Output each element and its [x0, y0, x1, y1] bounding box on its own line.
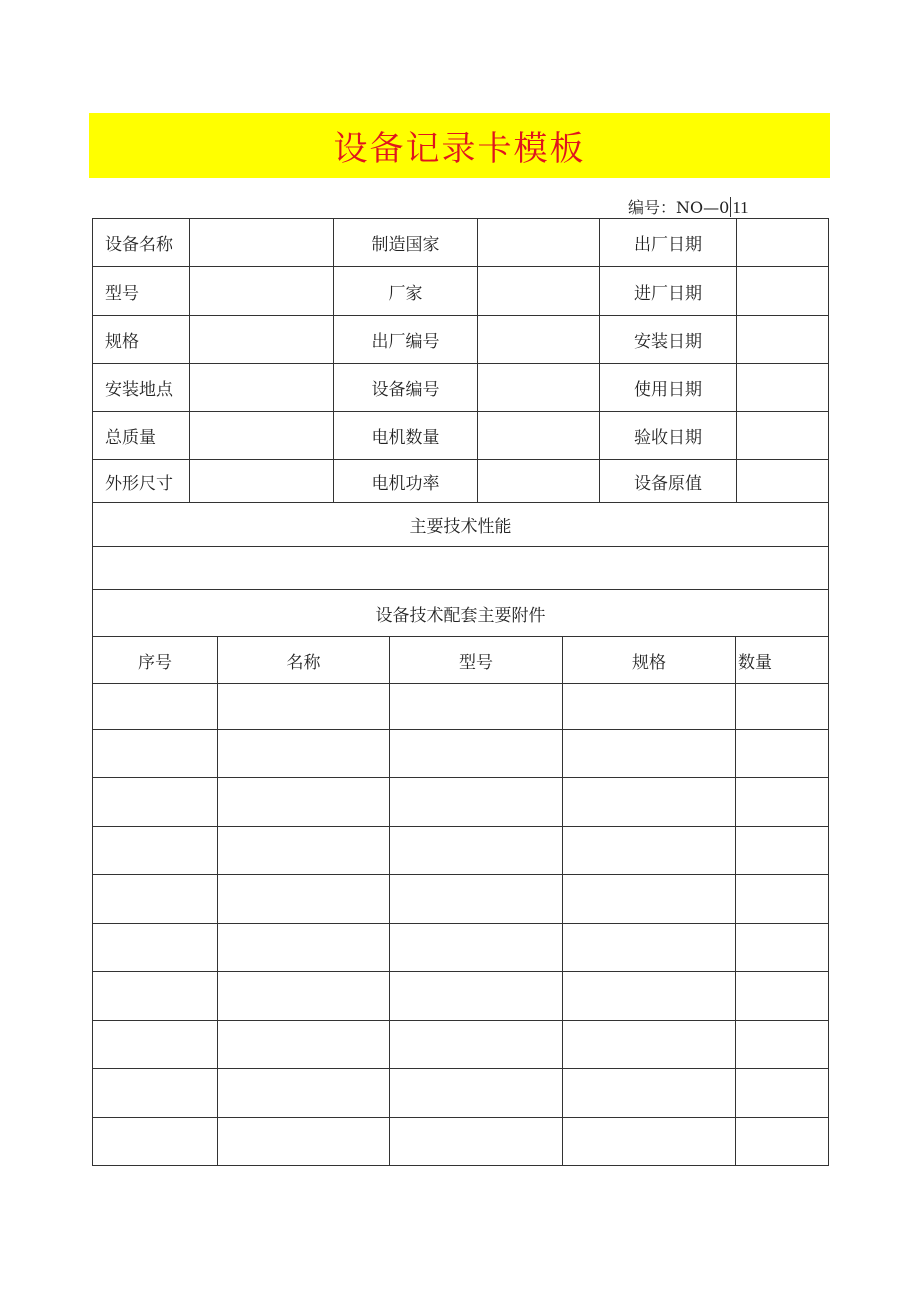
table-cell[interactable] — [563, 730, 736, 778]
table-cell[interactable] — [736, 924, 829, 972]
table-cell[interactable] — [390, 924, 563, 972]
serial-value: 11 — [732, 198, 749, 217]
info-label: 总质量 — [93, 412, 190, 460]
info-label: 制造国家 — [334, 219, 478, 267]
table-cell[interactable] — [390, 972, 563, 1021]
info-value-field[interactable] — [190, 364, 334, 412]
table-cell[interactable] — [563, 827, 736, 875]
info-label: 设备编号 — [334, 364, 478, 412]
table-cell[interactable] — [93, 1118, 218, 1166]
info-label: 安装日期 — [600, 316, 737, 364]
info-label: 出厂日期 — [600, 219, 737, 267]
table-row — [93, 1118, 829, 1166]
table-cell[interactable] — [218, 730, 390, 778]
info-value-field[interactable] — [190, 412, 334, 460]
info-label: 电机功率 — [334, 460, 478, 503]
table-cell[interactable] — [93, 730, 218, 778]
table-cell[interactable] — [93, 778, 218, 827]
table-cell[interactable] — [563, 1118, 736, 1166]
performance-field[interactable] — [93, 547, 829, 590]
performance-header: 主要技术性能 — [93, 503, 829, 547]
info-label: 进厂日期 — [600, 267, 737, 316]
table-cell[interactable] — [390, 1069, 563, 1118]
info-row — [93, 267, 829, 316]
accessories-column-header-row — [93, 637, 829, 684]
table-cell[interactable] — [390, 778, 563, 827]
table-row — [93, 972, 829, 1021]
table-cell[interactable] — [390, 730, 563, 778]
info-label: 厂家 — [334, 267, 478, 316]
table-cell[interactable] — [93, 1069, 218, 1118]
info-value-field[interactable] — [737, 267, 829, 316]
table-cell[interactable] — [93, 827, 218, 875]
table-row — [93, 875, 829, 924]
table-cell[interactable] — [736, 875, 829, 924]
table-row — [93, 1021, 829, 1069]
info-value-field[interactable] — [190, 267, 334, 316]
info-value-field[interactable] — [737, 412, 829, 460]
table-cell[interactable] — [218, 875, 390, 924]
column-header: 型号 — [390, 637, 563, 684]
info-row — [93, 316, 829, 364]
info-value-field[interactable] — [737, 219, 829, 267]
title-band — [89, 113, 830, 178]
table-cell[interactable] — [218, 972, 390, 1021]
table-row — [93, 778, 829, 827]
info-label: 安装地点 — [93, 364, 190, 412]
info-value-field[interactable] — [190, 316, 334, 364]
info-value-field[interactable] — [190, 460, 334, 503]
info-label: 规格 — [93, 316, 190, 364]
performance-content-row — [93, 547, 829, 590]
column-header: 数量 — [736, 637, 829, 684]
table-cell[interactable] — [736, 684, 829, 730]
table-cell[interactable] — [93, 972, 218, 1021]
table-cell[interactable] — [563, 875, 736, 924]
performance-header-row — [93, 503, 829, 547]
table-cell[interactable] — [93, 875, 218, 924]
table-cell[interactable] — [563, 1021, 736, 1069]
table-cell[interactable] — [563, 778, 736, 827]
info-value-field[interactable] — [478, 412, 600, 460]
info-value-field[interactable] — [478, 219, 600, 267]
table-cell[interactable] — [563, 972, 736, 1021]
accessories-table — [92, 636, 829, 1166]
table-cell[interactable] — [390, 684, 563, 730]
info-value-field[interactable] — [478, 267, 600, 316]
table-cell[interactable] — [736, 827, 829, 875]
table-cell[interactable] — [218, 924, 390, 972]
equipment-info-table — [92, 218, 829, 637]
info-label: 电机数量 — [334, 412, 478, 460]
table-cell[interactable] — [218, 1021, 390, 1069]
info-label: 设备名称 — [93, 219, 190, 267]
table-cell[interactable] — [93, 1021, 218, 1069]
info-label: 型号 — [93, 267, 190, 316]
table-cell[interactable] — [390, 827, 563, 875]
info-value-field[interactable] — [478, 460, 600, 503]
info-row — [93, 364, 829, 412]
info-label: 设备原值 — [600, 460, 737, 503]
accessories-header: 设备技术配套主要附件 — [93, 590, 829, 637]
table-cell[interactable] — [736, 1069, 829, 1118]
table-row — [93, 1069, 829, 1118]
table-cell[interactable] — [218, 778, 390, 827]
info-label: 验收日期 — [600, 412, 737, 460]
table-cell[interactable] — [390, 875, 563, 924]
table-row — [93, 730, 829, 778]
table-cell[interactable] — [736, 1021, 829, 1069]
info-label: 使用日期 — [600, 364, 737, 412]
info-value-field[interactable] — [478, 316, 600, 364]
column-header: 名称 — [218, 637, 390, 684]
table-cell[interactable] — [93, 684, 218, 730]
table-cell[interactable] — [218, 1069, 390, 1118]
info-label: 出厂编号 — [334, 316, 478, 364]
info-row — [93, 219, 829, 267]
table-cell[interactable] — [736, 730, 829, 778]
accessories-header-row — [93, 590, 829, 637]
info-value-field[interactable] — [737, 316, 829, 364]
table-cell[interactable] — [218, 827, 390, 875]
serial-label: 编号：NO—0 — [628, 198, 730, 217]
table-cell[interactable] — [736, 778, 829, 827]
table-cell[interactable] — [563, 924, 736, 972]
info-row — [93, 460, 829, 503]
info-row — [93, 412, 829, 460]
table-cell[interactable] — [736, 1118, 829, 1166]
table-row — [93, 684, 829, 730]
table-cell[interactable] — [390, 1118, 563, 1166]
table-cell[interactable] — [93, 924, 218, 972]
column-header: 规格 — [563, 637, 736, 684]
info-value-field[interactable] — [478, 364, 600, 412]
info-value-field[interactable] — [737, 460, 829, 503]
info-value-field[interactable] — [190, 219, 334, 267]
table-cell[interactable] — [563, 1069, 736, 1118]
table-cell[interactable] — [563, 684, 736, 730]
table-cell[interactable] — [218, 1118, 390, 1166]
table-cell[interactable] — [390, 1021, 563, 1069]
column-header: 序号 — [93, 637, 218, 684]
table-cell[interactable] — [736, 972, 829, 1021]
table-row — [93, 924, 829, 972]
info-label: 外形尺寸 — [93, 460, 190, 503]
table-row — [93, 827, 829, 875]
info-value-field[interactable] — [737, 364, 829, 412]
table-cell[interactable] — [218, 684, 390, 730]
page-title: 设备记录卡模板 — [333, 129, 586, 169]
serial-number — [628, 195, 749, 219]
